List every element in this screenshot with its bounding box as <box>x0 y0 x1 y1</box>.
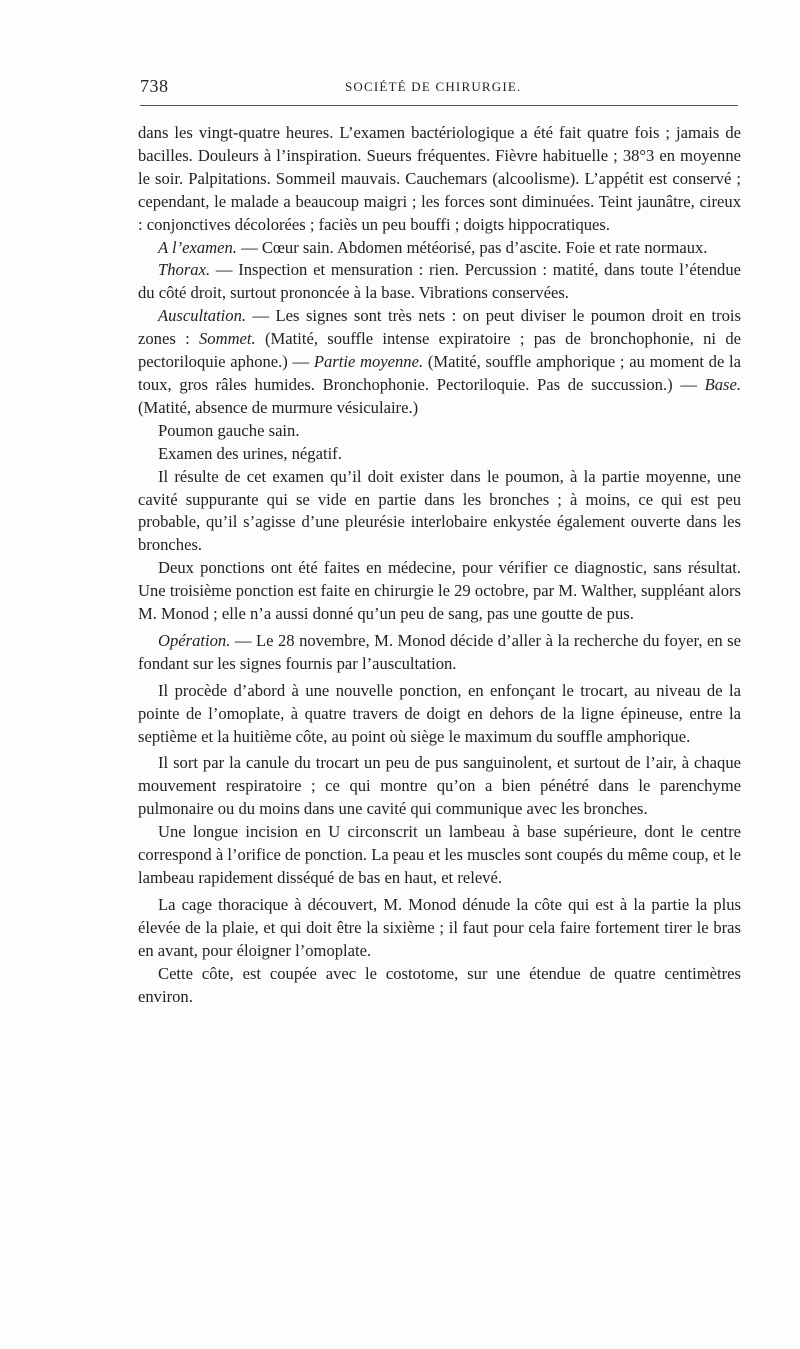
text-run: Une longue incision en U circonscrit un lambeau à base supérieure, dont le centre correspond à l’orifice de ponction. La peau et les muscles sont coupés du même coup, et le lambeau rapidement disséqué de bas en haut, et relevé. <box>138 822 741 887</box>
paragraph <box>138 443 741 466</box>
text-run: Il sort par la canule du trocart un peu de pus sanguinolent, et surtout de l’air, à chaque mouvement respiratoire ; ce qui montre qu’on a bien pénétré dans le parenchyme pulmonaire ou du moins dans une cavité qui communique avec les bronches. <box>138 753 741 819</box>
running-title: SOCIÉTÉ DE CHIRURGIE. <box>345 79 522 94</box>
paragraph <box>138 821 741 890</box>
paragraph <box>138 420 741 443</box>
paragraph <box>138 680 741 749</box>
page-header <box>140 76 738 100</box>
text-run: dans les vingt-quatre heures. L’examen bactériologique a été fait quatre fois ; jamais de bacilles. Douleurs à l’inspiration. Sueurs fréquentes. Fièvre habituelle ; 38°3 en moyenne le soir. Palpitations. Sommeil mauvais. Cauchemars (alcoolisme). L’appétit est conservé ; cependant, le malade a beaucoup maigri ; les forces sont diminuées. Teint jaunâtre, cireux : conjonctives décolorées ; faciès un peu bouffi ; doigts hippocratiques. <box>138 123 741 234</box>
paragraph <box>138 259 741 305</box>
text-run: (Matité, souffle intense expiratoire ; pas de bronchophonie, ni de pectoriloquie aphone.) — <box>138 329 741 372</box>
italic-run: Base. <box>704 374 741 394</box>
italic-run: Auscultation. <box>158 306 247 326</box>
italic-run: A l’examen. <box>158 237 237 257</box>
text-run: (Matité, souffle amphorique ; au moment de la toux, gros râles humides. Bronchophonie. Pectoriloquie. Pas de succussion.) — <box>138 352 741 394</box>
paragraph <box>138 466 741 558</box>
text-run: La cage thoracique à découvert, M. Monod dénude la côte qui est à la partie la plus élevée de la plaie, et qui doit être la sixième ; il faut pour cela faire fortement tirer le bras en avant, pour éloigner l’omoplate. <box>138 894 741 960</box>
italic-run: Partie moyenne. <box>313 352 424 372</box>
text-run: Deux ponctions ont été faites en médecine, pour vérifier ce diagnostic, sans résultat. Une troisième ponction est faite en chirurgie le 29 octobre, par M. Walther, suppléant alors M. Monod ; elle n’a aussi donné qu’un peu de sang, pas une goutte de pus. <box>138 558 741 624</box>
paragraph <box>138 894 741 963</box>
text-run: Il résulte de cet examen qu’il doit exister dans le poumon, à la partie moyenne, une cavité suppurante qui se vide en partie dans les bronches ; à moins, ce qui est peu probable, qu’il s’agisse d’une pleurésie interlobaire enkystée également ouverte dans les bronches. <box>138 466 741 555</box>
paragraph <box>138 557 741 626</box>
text-run: — Le 28 novembre, M. Monod décide d’aller à la recherche du foyer, en se fondant sur les signes fournis par l’auscultation. <box>138 630 741 673</box>
paragraph <box>138 963 741 1009</box>
text-run: Examen des urines, négatif. <box>158 443 342 463</box>
header-rule <box>140 105 738 106</box>
text-run: Il procède d’abord à une nouvelle ponction, en enfonçant le trocart, au niveau de la pointe de l’omoplate, à quatre travers de doigt en dehors de la ligne épineuse, entre la septième et la huitième côte, au point où siège le maximum du souffle amphorique. <box>138 680 741 746</box>
paragraph <box>138 752 741 821</box>
page-number: 738 <box>140 76 169 96</box>
paragraph <box>138 237 741 260</box>
body-text <box>138 122 741 1008</box>
text-run: (Matité, absence de murmure vésiculaire.) <box>138 397 419 417</box>
text-run: — Cœur sain. Abdomen météorisé, pas d’ascite. Foie et rate normaux. <box>236 237 708 257</box>
text-run: Poumon gauche sain. <box>158 420 300 440</box>
italic-run: Thorax. <box>158 260 211 280</box>
text-run: — Inspection et mensuration : rien. Percussion : matité, dans toute l’étendue du côté droit, surtout prononcée à la base. Vibrations conservées. <box>138 260 741 303</box>
text-run: Cette côte, est coupée avec le costotome, sur une étendue de quatre centimètres environ. <box>138 963 741 1006</box>
text-run: — Les signes sont très nets : on peut diviser le poumon droit en trois zones : <box>138 306 741 349</box>
italic-run: Sommet. <box>199 329 256 349</box>
paragraph <box>138 630 741 676</box>
paragraph <box>138 305 741 420</box>
italic-run: Opération. <box>158 630 231 650</box>
paragraph <box>138 122 741 237</box>
